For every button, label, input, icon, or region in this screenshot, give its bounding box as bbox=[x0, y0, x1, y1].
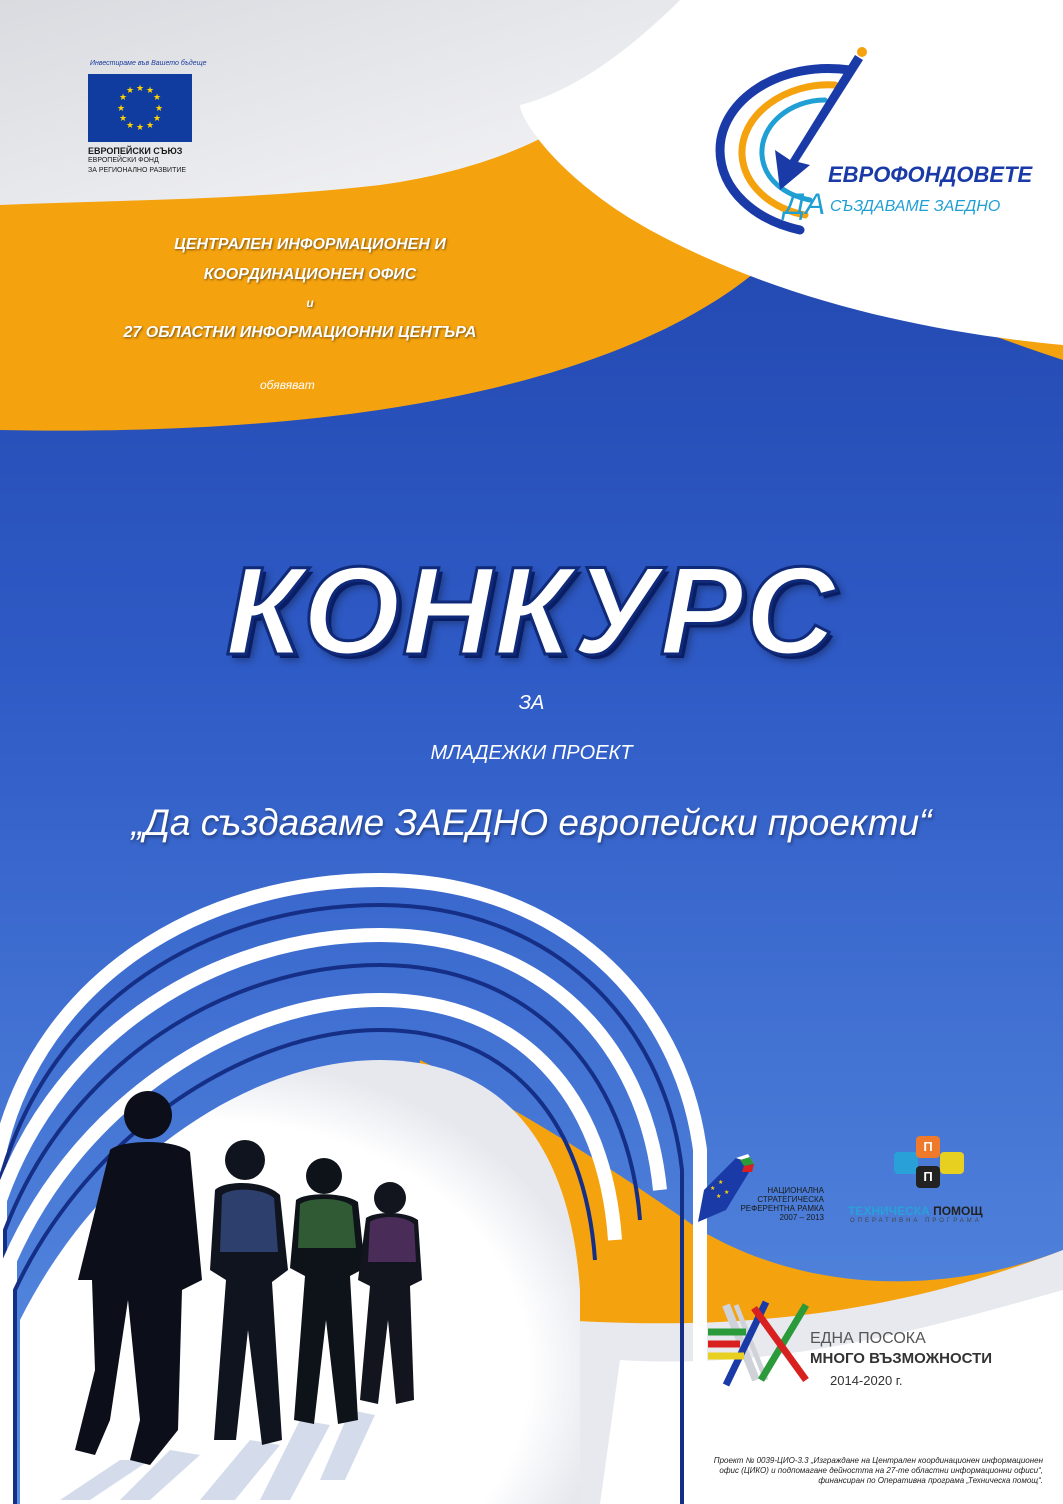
nsrf-text bbox=[738, 1186, 824, 1222]
eu-name-line3: ЗА РЕГИОНАЛНО РАЗВИТИЕ bbox=[88, 167, 187, 174]
footer-line3: финансиран по Оперативна програма „Техническа помощ“. bbox=[818, 1476, 1043, 1485]
svg-text:★: ★ bbox=[145, 121, 155, 131]
svg-text:★: ★ bbox=[135, 123, 145, 133]
tile-blue bbox=[894, 1152, 918, 1174]
announce-text: обявяват bbox=[260, 378, 315, 392]
organizer-and: и bbox=[306, 296, 314, 310]
svg-text:★: ★ bbox=[154, 104, 164, 114]
one-direction-line3: 2014-2020 г. bbox=[830, 1373, 903, 1388]
nsrf-line4: 2007 – 2013 bbox=[779, 1213, 824, 1222]
heading-za: ЗА bbox=[518, 692, 545, 714]
svg-text:★: ★ bbox=[125, 86, 135, 96]
heading-slogan: „Да създаваме ЗАЕДНО европейски проекти“ bbox=[131, 802, 932, 843]
eu-name-line2: ЕВРОПЕЙСКИ ФОНД bbox=[88, 157, 159, 164]
organizer-line1: ЦЕНТРАЛЕН ИНФОРМАЦИОНЕН И bbox=[174, 236, 446, 253]
tech-assist-name bbox=[848, 1204, 983, 1218]
one-direction-line1: ЕДНА ПОСОКА bbox=[810, 1330, 926, 1347]
tech-assist-subtitle: ОПЕРАТИВНА ПРОГРАМА bbox=[850, 1218, 982, 1224]
eu-flag-icon bbox=[88, 74, 192, 142]
eu-name-line1: ЕВРОПЕЙСКИ СЪЮЗ bbox=[88, 146, 183, 156]
eu-name bbox=[88, 146, 186, 176]
svg-text:★: ★ bbox=[145, 86, 155, 96]
svg-text:★: ★ bbox=[118, 114, 128, 124]
svg-text:★: ★ bbox=[718, 1179, 724, 1186]
nsrf-line1: НАЦИОНАЛНА bbox=[767, 1186, 824, 1195]
tech-assist-logo-icon bbox=[894, 1136, 970, 1194]
svg-text:★: ★ bbox=[710, 1185, 716, 1192]
svg-text:★: ★ bbox=[152, 93, 162, 103]
svg-text:★: ★ bbox=[724, 1189, 730, 1196]
eu-tagline: Инвестираме във Вашето бъдеще bbox=[90, 60, 207, 67]
nsrf-line3: РЕФЕРЕНТНА РАМКА bbox=[740, 1204, 824, 1213]
footer-line2: офис (ЦИКО) и подпомагане дейността на 27-те областни информационни офиси“, bbox=[719, 1466, 1043, 1475]
svg-text:★: ★ bbox=[116, 104, 126, 114]
svg-text:★: ★ bbox=[152, 114, 162, 124]
heading-project-type: МЛАДЕЖКИ ПРОЕКТ bbox=[430, 742, 633, 764]
one-direction-line2: МНОГО ВЪЗМОЖНОСТИ bbox=[810, 1350, 993, 1367]
nsrf-line2: СТРАТЕГИЧЕСКА bbox=[757, 1195, 824, 1204]
tech-assist-word1: ТЕХНИЧЕСКА bbox=[848, 1204, 930, 1218]
svg-text:★: ★ bbox=[118, 93, 128, 103]
tile-yellow bbox=[940, 1152, 964, 1174]
svg-text:★: ★ bbox=[125, 121, 135, 131]
footer-line1: Проект № 0039-ЦИО-3.3 „Изграждане на Централен координационен информационен bbox=[713, 1456, 1043, 1465]
svg-text:★: ★ bbox=[716, 1193, 722, 1200]
organizer-line2: КООРДИНАЦИОНЕН ОФИС bbox=[203, 266, 417, 283]
page-title: КОНКУРС bbox=[225, 542, 838, 681]
tile-black: П bbox=[916, 1166, 940, 1188]
tech-assist-word2: ПОМОЩ bbox=[933, 1204, 983, 1218]
one-direction-logo-icon bbox=[706, 1300, 816, 1390]
svg-text:★: ★ bbox=[135, 84, 145, 94]
organizer-line4: 27 ОБЛАСТНИ ИНФОРМАЦИОННИ ЦЕНТЪРА bbox=[123, 324, 477, 341]
eurofunds-da: ДА bbox=[784, 188, 826, 221]
footer-project-note bbox=[623, 1456, 1043, 1486]
eurofunds-title: ЕВРОФОНДОВЕТЕ bbox=[828, 162, 1033, 187]
tile-orange: П bbox=[916, 1136, 940, 1158]
eurofunds-subtitle: СЪЗДАВАМЕ ЗАЕДНО bbox=[830, 198, 1001, 215]
